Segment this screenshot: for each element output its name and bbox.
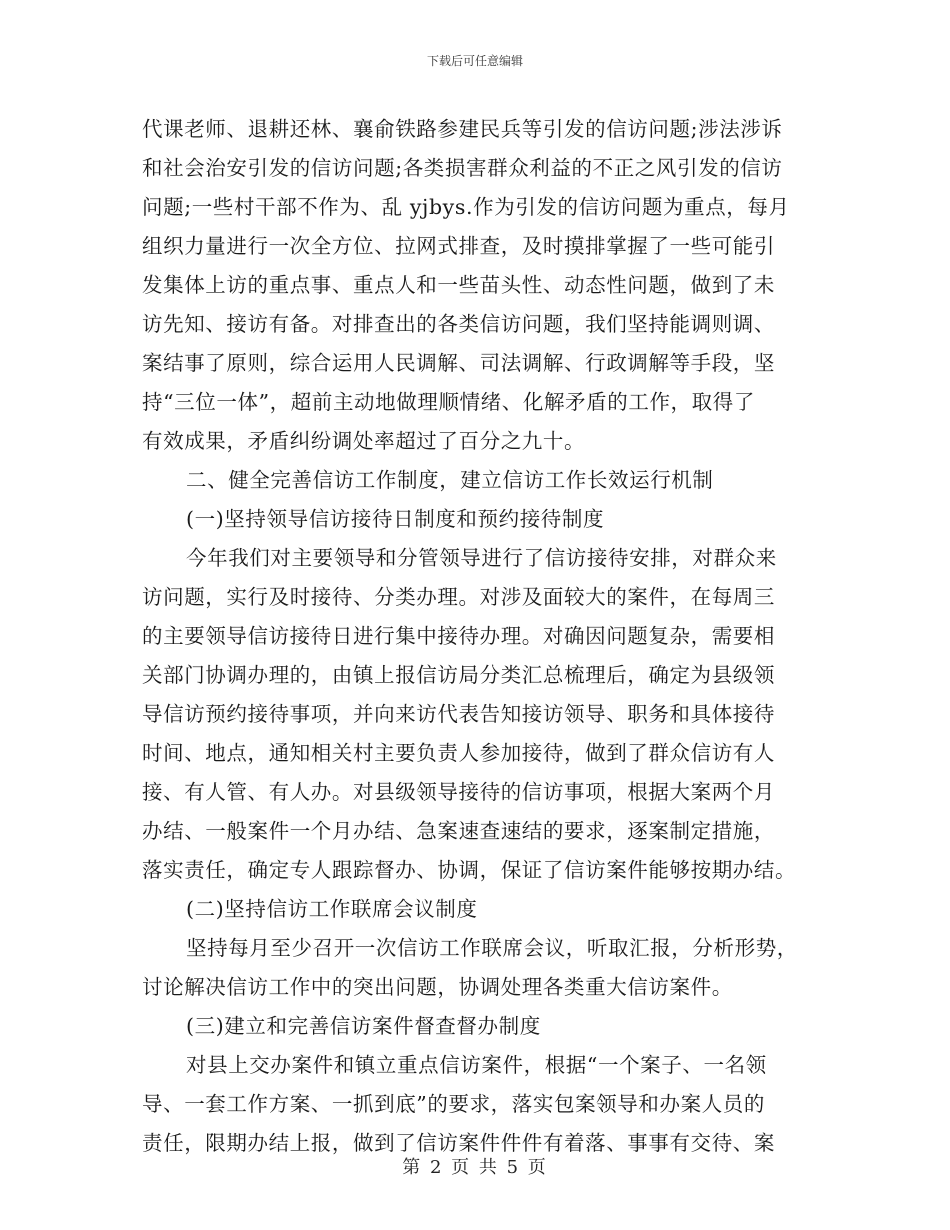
- body-line-9: 有效成果，矛盾纠纷调处率超过了百分之九十。: [142, 429, 586, 453]
- body-line-5: 发集体上访的重点事、重点人和一些苗头性、动态性问题，做到了未: [142, 273, 775, 297]
- body-line-16: 导信访预约接待事项，并向来访代表告知接访领导、职务和具体接待: [142, 702, 775, 726]
- subsection-heading-2: (二)坚持信访工作联席会议制度: [186, 897, 478, 921]
- page-header: 下载后可任意编辑: [426, 54, 523, 68]
- body-line-17: 时间、地点，通知相关村主要负责人参加接待，做到了群众信访有人: [142, 741, 775, 765]
- body-line-27: 责任，限期办结上报，做到了信访案件件件有着落、事事有交待、案: [142, 1131, 775, 1155]
- body-line-12: 今年我们对主要领导和分管领导进行了信访接待安排，对群众来: [186, 546, 777, 570]
- document-body: [142, 110, 808, 1163]
- body-line-6: 访先知、接访有备。对排查出的各类信访问题，我们坚持能调则调、: [142, 312, 775, 336]
- body-line-23: 讨论解决信访工作中的突出问题，协调处理各类重大信访案件。: [142, 975, 733, 999]
- body-line-26: 导、一套工作方案、一抓到底”的要求，落实包案领导和办案人员的: [142, 1092, 765, 1116]
- body-line-20: 落实责任，确定专人跟踪督办、协调，保证了信访案件能够按期办结。: [142, 858, 797, 882]
- body-line-8: 持“三位一体”，超前主动地做理顺情绪、化解矛盾的工作，取得了: [142, 390, 755, 414]
- body-line-2: 和社会治安引发的信访问题;各类损害群众利益的不正之风引发的信访: [142, 156, 783, 180]
- body-line-15: 关部门协调办理的，由镇上报信访局分类汇总梳理后，确定为县级领: [142, 663, 775, 687]
- body-line-25: 对县上交办案件和镇立重点信访案件，根据“一个案子、一名领: [186, 1053, 767, 1077]
- body-line-14: 的主要领导信访接待日进行集中接待办理。对确因问题复杂，需要相: [142, 624, 775, 648]
- body-line-22: 坚持每月至少召开一次信访工作联席会议，听取汇报，分析形势，: [186, 936, 798, 960]
- body-line-3: 问题;一些村干部不作为、乱 yjbys.作为引发的信访问题为重点，每月: [142, 195, 790, 219]
- body-line-13: 访问题，实行及时接待、分类办理。对涉及面较大的案件，在每周三: [142, 585, 775, 609]
- section-heading-2: 二、健全完善信访工作制度，建立信访工作长效运行机制: [186, 468, 714, 492]
- page-number: 第 2 页 共 5 页: [402, 1157, 548, 1178]
- body-line-19: 办结、一般案件一个月办结、急案速查速结的要求，逐案制定措施，: [142, 819, 775, 843]
- body-line-18: 接、有人管、有人办。对县级领导接待的信访事项，根据大案两个月: [142, 780, 775, 804]
- subsection-heading-3: (三)建立和完善信访案件督查督办制度: [186, 1014, 541, 1038]
- subsection-heading-1: (一)坚持领导信访接待日制度和预约接待制度: [186, 507, 605, 531]
- body-line-1: 代课老师、退耕还林、襄俞铁路参建民兵等引发的信访问题;涉法涉诉: [142, 117, 783, 141]
- body-line-7: 案结事了原则，综合运用人民调解、司法调解、行政调解等手段，坚: [142, 351, 775, 375]
- body-line-4: 组织力量进行一次全方位、拉网式排查，及时摸排掌握了一些可能引: [142, 234, 775, 258]
